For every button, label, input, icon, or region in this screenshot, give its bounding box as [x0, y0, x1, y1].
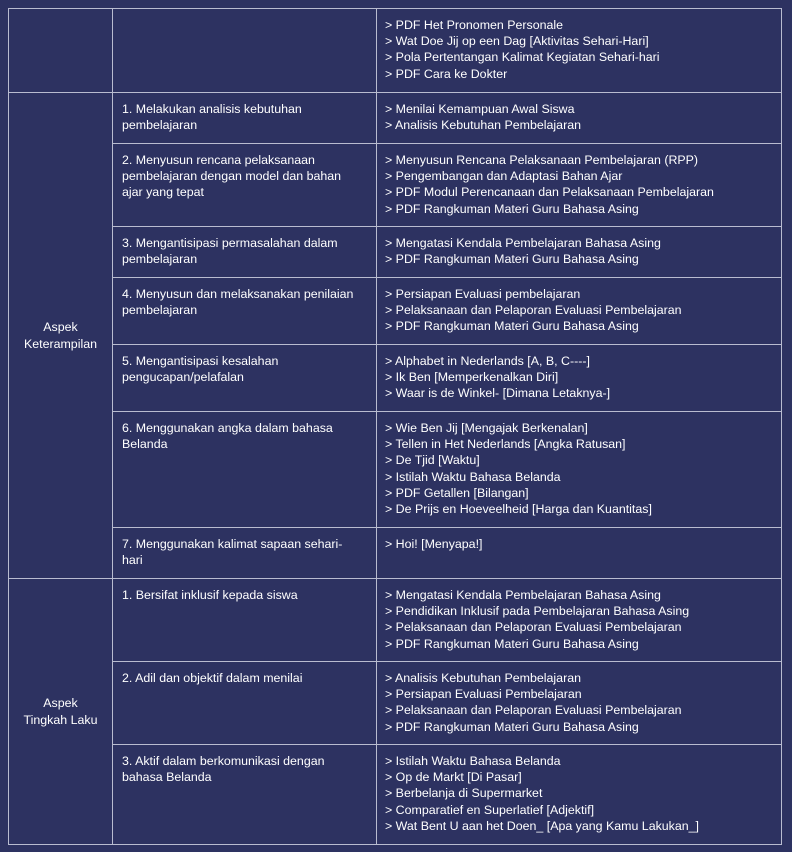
aspect-cell [9, 579, 113, 845]
table-row [9, 278, 782, 345]
competency-cell: 1. Melakukan analisis kebutuhan pembelajaran [113, 93, 377, 144]
material-link[interactable]: > Tellen in Het Nederlands [Angka Ratusan] [385, 437, 626, 452]
competency-cell: 1. Bersifat inklusif kepada siswa [113, 579, 377, 662]
table-body [9, 9, 782, 845]
material-link[interactable]: > De Prijs en Hoeveelheid [Harga dan Kuantitas] [385, 502, 652, 517]
material-link[interactable]: > Pola Pertentangan Kalimat Kegiatan Sehari-hari [385, 50, 660, 65]
material-link[interactable]: > PDF Rangkuman Materi Guru Bahasa Asing [385, 319, 639, 334]
material-link[interactable]: > Pelaksanaan dan Pelaporan Evaluasi Pembelajaran [385, 703, 682, 718]
competency-cell: 3. Mengantisipasi permasalahan dalam pembelajaran [113, 227, 377, 278]
material-link[interactable]: > Persiapan Evaluasi Pembelajaran [385, 687, 582, 702]
table-row [9, 412, 782, 528]
competency-cell: 4. Menyusun dan melaksanakan penilaian pembelajaran [113, 278, 377, 345]
material-link[interactable]: > Ik Ben [Memperkenalkan Diri] [385, 370, 559, 385]
material-link[interactable]: > PDF Modul Perencanaan dan Pelaksanaan Pembelajaran [385, 185, 714, 200]
competency-cell [113, 9, 377, 93]
materials-cell [377, 745, 782, 845]
materials-cell [377, 528, 782, 579]
material-link[interactable]: > Menilai Kemampuan Awal Siswa [385, 102, 575, 116]
materials-cell [377, 9, 782, 93]
material-link[interactable]: > PDF Rangkuman Materi Guru Bahasa Asing [385, 636, 639, 651]
material-link[interactable]: > Comparatief en Superlatief [Adjektif] [385, 802, 595, 817]
table-row [9, 345, 782, 412]
table-row [9, 227, 782, 278]
material-link[interactable]: > Hoi! [Menyapa!] [385, 537, 483, 551]
material-link[interactable]: > Istilah Waktu Bahasa Belanda [385, 754, 561, 768]
material-link[interactable]: > Wie Ben Jij [Mengajak Berkenalan] [385, 421, 588, 435]
material-link[interactable]: > Mengatasi Kendala Pembelajaran Bahasa Asing [385, 236, 661, 250]
materials-cell [377, 227, 782, 278]
material-link[interactable]: > Alphabet in Nederlands [A, B, C----] [385, 354, 590, 368]
table-row [9, 662, 782, 745]
table-row [9, 93, 782, 144]
table-row [9, 9, 782, 93]
materials-cell [377, 662, 782, 745]
materials-cell [377, 144, 782, 227]
material-link[interactable]: > PDF Rangkuman Materi Guru Bahasa Asing [385, 719, 639, 734]
aspect-label: Tingkah Laku [23, 712, 98, 727]
material-link[interactable]: > Waar is de Winkel- [Dimana Letaknya-] [385, 386, 611, 401]
material-link[interactable]: > De Tjid [Waktu] [385, 453, 480, 468]
aspect-label: Keterampilan [23, 336, 97, 351]
competency-cell: 6. Menggunakan angka dalam bahasa Belanda [113, 412, 377, 528]
table-row [9, 144, 782, 227]
material-link[interactable]: > Pengembangan dan Adaptasi Bahan Ajar [385, 169, 623, 184]
material-link[interactable]: > Istilah Waktu Bahasa Belanda [385, 469, 561, 484]
material-link[interactable]: > PDF Het Pronomen Personale [385, 18, 564, 32]
competency-cell: 2. Menyusun rencana pelaksanaan pembelajaran dengan model dan bahan ajar yang tepat [113, 144, 377, 227]
aspect-cell [9, 9, 113, 93]
materials-cell [377, 345, 782, 412]
material-link[interactable]: > Pelaksanaan dan Pelaporan Evaluasi Pembelajaran [385, 303, 682, 318]
aspect-label: Aspek [43, 320, 78, 335]
material-link[interactable]: > Pendidikan Inklusif pada Pembelajaran Bahasa Asing [385, 604, 690, 619]
material-link[interactable]: > Mengatasi Kendala Pembelajaran Bahasa Asing [385, 588, 661, 602]
aspect-label: Aspek [43, 696, 78, 711]
materials-cell [377, 278, 782, 345]
table-row [9, 528, 782, 579]
material-link[interactable]: > PDF Rangkuman Materi Guru Bahasa Asing [385, 252, 639, 267]
material-link[interactable]: > Analisis Kebutuhan Pembelajaran [385, 118, 581, 133]
aspect-cell [9, 93, 113, 579]
competency-table [8, 8, 782, 845]
materials-cell [377, 579, 782, 662]
materials-cell [377, 412, 782, 528]
material-link[interactable]: > PDF Cara ke Dokter [385, 66, 508, 81]
competency-cell: 2. Adil dan objektif dalam menilai [113, 662, 377, 745]
material-link[interactable]: > Wat Bent U aan het Doen_ [Apa yang Kamu Lakukan_] [385, 818, 699, 833]
material-link[interactable]: > Wat Doe Jij op een Dag [Aktivitas Sehari-Hari] [385, 34, 649, 49]
competency-cell: 3. Aktif dalam berkomunikasi dengan bahasa Belanda [113, 745, 377, 845]
material-link[interactable]: > Berbelanja di Supermarket [385, 786, 543, 801]
material-link[interactable]: > PDF Rangkuman Materi Guru Bahasa Asing [385, 201, 639, 216]
material-link[interactable]: > Menyusun Rencana Pelaksanaan Pembelajaran (RPP) [385, 153, 699, 167]
competency-cell: 7. Menggunakan kalimat sapaan sehari-hari [113, 528, 377, 579]
table-row [9, 579, 782, 662]
material-link[interactable]: > PDF Getallen [Bilangan] [385, 485, 529, 500]
material-link[interactable]: > Pelaksanaan dan Pelaporan Evaluasi Pembelajaran [385, 620, 682, 635]
material-link[interactable]: > Analisis Kebutuhan Pembelajaran [385, 671, 581, 685]
competency-cell: 5. Mengantisipasi kesalahan pengucapan/pelafalan [113, 345, 377, 412]
materials-cell [377, 93, 782, 144]
table-row [9, 745, 782, 845]
material-link[interactable]: > Op de Markt [Di Pasar] [385, 770, 522, 785]
material-link[interactable]: > Persiapan Evaluasi pembelajaran [385, 287, 581, 301]
